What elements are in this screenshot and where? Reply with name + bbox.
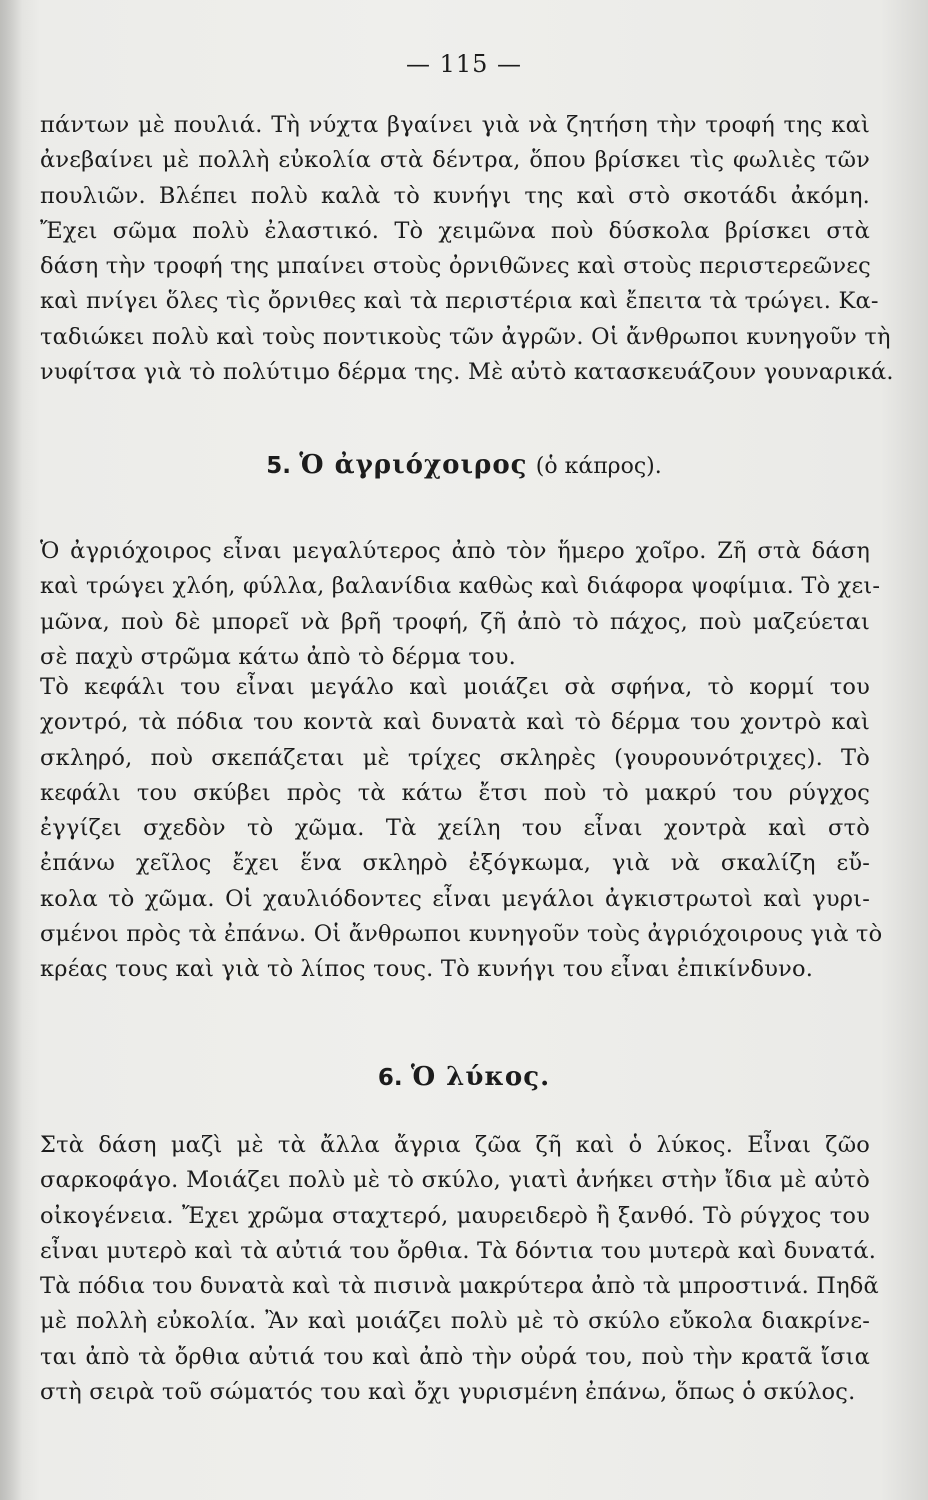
text-line: στὴ σειρὰ τοῦ σώματός του καὶ ὄχι γυρισμένη ἐπάνω, ὅπως ὁ σκύλος. — [40, 1379, 856, 1406]
text-line: μὲ πολλὴ εὐκολία. Ἂν καὶ μοιάζει πολὺ μὲ τὸ σκύλο εὔκολα διακρίνε- — [40, 1308, 870, 1335]
page-number: — 115 — — [405, 50, 523, 78]
text-line: Στὰ δάση μαζὶ μὲ τὰ ἄλλα ἄγρια ζῶα ζῆ καὶ ὁ λύκος. Εἶναι ζῶο — [40, 1132, 870, 1158]
text-line: Τὸ κεφάλι του εἶναι μεγάλο καὶ μοιάζει σὰ σφήνα, τὸ κορμί του — [40, 674, 870, 700]
section-heading-wolf — [0, 1062, 928, 1092]
section-subtitle: (ὁ κάπρος). — [535, 454, 662, 479]
text-line: ἐγγίζει σχεδὸν τὸ χῶμα. Τὰ χείλη του εἶναι χοντρὰ καὶ στὸ — [40, 815, 870, 842]
paragraph-boar-2 — [40, 670, 883, 988]
text-line: κολα τὸ χῶμα. Οἱ χαυλιόδοντες εἶναι μεγάλοι ἀγκιστρωτοὶ καὶ γυρι- — [40, 885, 870, 912]
text-line: ταδιώκει πολὺ καὶ τοὺς ποντικοὺς τῶν ἀγρῶν. Οἱ ἄνθρωποι κυνηγοῦν τὴ — [40, 323, 891, 350]
text-line: καὶ τρώγει χλόη, φύλλα, βαλανίδια καθὼς καὶ διάφορα ψοφίμια. Τὸ χει- — [40, 573, 881, 600]
page-gutter-shadow — [0, 0, 22, 1500]
text-line: μῶνα, ποὺ δὲ μπορεῖ νὰ βρῆ τροφή, ζῆ ἀπὸ τὸ πάχος, ποὺ μαζεύεται — [40, 608, 870, 635]
text-line: νυφίτσα γιὰ τὸ πολύτιμο δέρμα της. Μὲ αὐτὸ κατασκευάζουν γουναρικά. — [40, 359, 894, 386]
section-number: 6. — [377, 1065, 403, 1091]
text-line: σὲ παχὺ στρῶμα κάτω ἀπὸ τὸ δέρμα του. — [40, 643, 517, 670]
text-line: κρέας τους καὶ γιὰ τὸ λίπος τους. Τὸ κυνήγι του εἶναι ἐπικίνδυνο. — [40, 956, 814, 983]
text-line: χοντρό, τὰ πόδια του κοντὰ καὶ δυνατὰ καὶ τὸ δέρμα του χοντρὸ καὶ — [40, 709, 870, 736]
section-heading-boar — [0, 450, 928, 480]
text-line: καὶ πνίγει ὅλες τὶς ὄρνιθες καὶ τὰ περιστέρια καὶ ἔπειτα τὰ τρώγει. Κα- — [40, 288, 879, 315]
text-line: πάντων μὲ πουλιά. Τὴ νύχτα βγαίνει γιὰ νὰ ζητήση τὴν τροφή της καὶ — [40, 112, 870, 138]
paragraph-wolf — [40, 1128, 879, 1410]
text-line: Τὰ πόδια του δυνατὰ καὶ τὰ πισινὰ μακρύτερα ἀπὸ τὰ μπροστινά. Πηδᾶ — [40, 1273, 879, 1300]
section-number: 5. — [266, 453, 291, 479]
text-line: ἀνεβαίνει μὲ πολλὴ εὐκολία στὰ δέντρα, ὅπου βρίσκει τὶς φωλιὲς τῶν — [40, 147, 870, 174]
text-line: σμένοι πρὸς τὰ ἐπάνω. Οἱ ἄνθρωποι κυνηγοῦν τοὺς ἀγριόχοιρους γιὰ τὸ — [40, 921, 883, 948]
text-line: δάση τὴν τροφή της μπαίνει στοὺς ὀρνιθῶνες καὶ στοὺς περιστερεῶνες — [40, 253, 871, 280]
text-line: σκληρό, ποὺ σκεπάζεται μὲ τρίχες σκληρὲς (γουρουνότριχες). Τὸ — [40, 744, 870, 771]
text-line: Ὁ ἀγριόχοιρος εἶναι μεγαλύτερος ἀπὸ τὸν ἥμερο χοῖρο. Ζῆ στὰ δάση — [40, 538, 870, 564]
text-line: Ἔχει σῶμα πολὺ ἐλαστικό. Τὸ χειμῶνα ποὺ δύσκολα βρίσκει στὰ — [40, 217, 870, 244]
section-title: Ὁ ἀγριόχοιρος — [299, 450, 528, 480]
paragraph-weasel — [40, 108, 894, 390]
text-line: κεφάλι του σκύβει πρὸς τὰ κάτω ἔτσι ποὺ τὸ μακρύ του ρύγχος — [40, 779, 870, 806]
text-line: οἰκογένεια. Ἔχει χρῶμα σταχτερό, μαυρειδερὸ ἢ ξανθό. Τὸ ρύγχος του — [40, 1202, 870, 1229]
text-line: ται ἀπὸ τὰ ὄρθια αὐτιά του καὶ ἀπὸ τὴν οὐρά του, ποὺ τὴν κρατᾶ ἴσια — [40, 1343, 870, 1370]
paragraph-boar-1 — [40, 534, 881, 675]
text-line: ἐπάνω χεῖλος ἔχει ἕνα σκληρὸ ἐξόγκωμα, γιὰ νὰ σκαλίζη εὔ- — [40, 850, 870, 877]
section-title: Ὁ λύκος. — [410, 1062, 551, 1092]
text-line: εἶναι μυτερὸ καὶ τὰ αὐτιά του ὄρθια. Τὰ δόντια του μυτερὰ καὶ δυνατά. — [40, 1237, 877, 1264]
text-line: πουλιῶν. Βλέπει πολὺ καλὰ τὸ κυνήγι της καὶ στὸ σκοτάδι ἀκόμη. — [40, 182, 870, 209]
text-line: σαρκοφάγο. Μοιάζει πολὺ μὲ τὸ σκύλο, γιατὶ ἀνήκει στὴν ἴδια μὲ αὐτὸ — [40, 1167, 870, 1194]
